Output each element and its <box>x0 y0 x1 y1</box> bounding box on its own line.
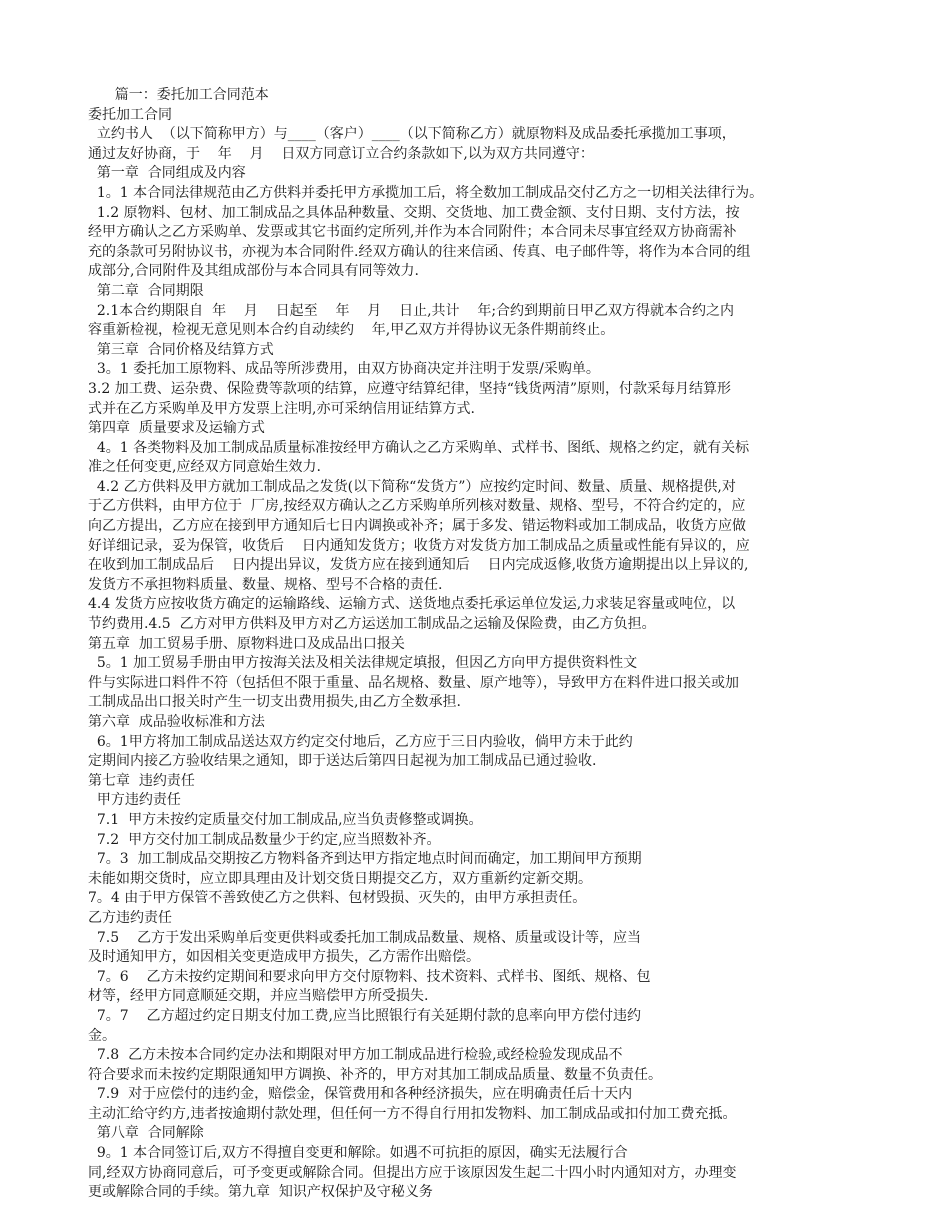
text-line: 节约费用.4.5 乙方对甲方供料及甲方对乙方运送加工制成品之运输及保险费，由乙方负担。 <box>88 616 656 633</box>
text-line: 充的条款可另附协议书，亦视为本合同附件.经双方确认的往来信函、传真、电子邮件等，将作为本合同的组 <box>88 243 751 260</box>
text-line: 发货方不承担物料质量、数量、规格、型号不合格的责任. <box>88 576 443 593</box>
text-line: 4.4 发货方应按收货方确定的运输路线、运输方式、送货地点委托承运单位发运,力求装足容量或吨位，以 <box>88 596 736 613</box>
text-line: 甲方违约责任 <box>88 792 181 809</box>
text-line: 1.2 原物料、包材、加工制成品之具体品种数量、交期、交货地、加工费金额、支付日期、支付方法，按 <box>88 204 740 221</box>
text-line: 更或解除合同的手续。第九章 知识产权保护及守秘义务 <box>88 1184 433 1201</box>
text-line: 乙方违约责任 <box>88 909 172 926</box>
text-line: 经甲方确认之乙方采购单、发票或其它书面约定所列,并作为本合同附件；本合同未尽事宜经双方协商需补 <box>88 224 737 241</box>
text-line: 定期间内接乙方验收结果之通知，即于送达后第四日起视为加工制成品已通过验收. <box>88 753 597 770</box>
text-line: 第四章 质量要求及运输方式 <box>88 420 265 437</box>
text-line: 好详细记录，妥为保管，收货后 日内通知发货方；收货方对发货方加工制成品之质量或性能有异议的，应 <box>88 537 750 554</box>
text-line: 式并在乙方采购单及甲方发票上注明,亦可采纳信用证结算方式. <box>88 400 475 417</box>
text-line: 立约书人 （以下简称甲方）与____（客户）____（以下简称乙方）就原物料及成品委托承揽加工事项， <box>88 126 736 143</box>
contract-document <box>88 86 888 1203</box>
text-line: 7。3 加工制成品交期按乙方物料备齐到达甲方指定地点时间而确定，加工期间甲方预期 <box>88 851 642 868</box>
text-line: 工制成品出口报关时产生一切支出费用损失,由乙方全数承担. <box>88 694 461 711</box>
text-line: 7.2 甲方交付加工制成品数量少于约定,应当照数补齐。 <box>88 831 441 848</box>
text-line: 第七章 违约责任 <box>88 772 195 789</box>
text-line: 同,经双方协商同意后，可予变更或解除合同。但提出方应于该原因发生起二十四小时内通知对方，办理变 <box>88 1164 737 1181</box>
text-line: 7。6 乙方未按约定期间和要求向甲方交付原物料、技术资料、式样书、图纸、规格、包 <box>88 968 651 985</box>
text-line: 7。7 乙方超过约定日期支付加工费,应当比照银行有关延期付款的息率向甲方偿付违约 <box>88 1007 641 1024</box>
text-line: 件与实际进口料件不符（包括但不限于重量、品名规格、数量、原产地等），导致甲方在料件进口报关或加 <box>88 674 739 691</box>
document-title: 篇一：委托加工合同范本 <box>88 87 269 103</box>
text-line: 于乙方供料，由甲方位于 厂房,按经双方确认之乙方采购单所列核对数量、规格、型号，不符合约定的，应 <box>88 498 746 515</box>
text-line: 向乙方提出，乙方应在接到甲方通知后七日内调换或补齐；属于多发、错运物料或加工制成品，收货方应做 <box>88 518 746 535</box>
text-line: 符合要求而未按约定期限通知甲方调换、补齐的，甲方对其加工制成品质量、数量不负责任。 <box>88 1066 662 1083</box>
text-line: 容重新检视，检视无意见则本合约自动续约 年,甲乙双方并得协议无条件期前终止。 <box>88 322 615 339</box>
text-line: 第五章 加工贸易手册、原物料进口及成品出口报关 <box>88 635 405 652</box>
text-line: 4.2 乙方供料及甲方就加工制成品之发货(以下简称“发货方”）应按约定时间、数量、质量、规格提供,对 <box>88 478 736 495</box>
text-line: 第一章 合同组成及内容 <box>88 165 246 182</box>
text-line: 第六章 成品验收标准和方法 <box>88 714 265 730</box>
text-line: 通过友好协商，于 年 月 日双方同意订立合约条款如下,以为双方共同遵守： <box>88 145 594 162</box>
text-line: 5。1 加工贸易手册由甲方按海关法及相关法律规定填报，但因乙方向甲方提供资料性文 <box>88 655 638 672</box>
text-line: 3。1 委托加工原物料、成品等所涉费用，由双方协商决定并注明于发票/采购单。 <box>88 361 600 378</box>
text-line: 1。1 本合同法律规范由乙方供料并委托甲方承揽加工后，将全数加工制成品交付乙方之一切相关法律行为。 <box>88 184 764 201</box>
text-line: 7.1 甲方未按约定质量交付加工制成品,应当负责修整或调换。 <box>88 811 483 828</box>
text-line: 主动汇给守约方,违者按逾期付款处理，但任何一方不得自行用扣发物料、加工制成品或扣付加工费充抵。 <box>88 1105 737 1122</box>
text-line: 2.1本合约期限自 年 月 日起至 年 月 日止,共计 年;合约到期前日甲乙双方得就本合约之内 <box>88 302 735 319</box>
text-line: 金。 <box>88 1027 116 1044</box>
text-line: 委托加工合同 <box>88 106 172 123</box>
text-line: 成部分,合同附件及其组成部份与本合同具有同等效力. <box>88 263 419 280</box>
text-line: 材等，经甲方同意顺延交期，并应当赔偿甲方所受损失. <box>88 988 429 1005</box>
text-line: 9。1 本合同签订后,双方不得擅自变更和解除。如遇不可抗拒的原因，确实无法履行合 <box>88 1145 628 1162</box>
text-line: 3.2 加工费、运杂费、保险费等款项的结算，应遵守结算纪律，坚持“钱货两清”原则，付款采每月结算形 <box>88 380 732 397</box>
text-line: 7.8 乙方未按本合同约定办法和期限对甲方加工制成品进行检验,或经检验发现成品不 <box>88 1047 623 1064</box>
text-line: 7.5 乙方于发出采购单后变更供料或委托加工制成品数量、规格、质量或设计等，应当 <box>88 929 641 946</box>
text-line: 在收到加工制成品后 日内提出异议，发货方应在接到通知后 日内完成返修,收货方逾期提出以上异议的, <box>88 557 749 574</box>
text-line: 6。1甲方将加工制成品送达双方约定交付地后，乙方应于三日内验收，倘甲方未于此约 <box>88 733 633 750</box>
text-line: 7.9 对于应偿付的违约金，赔偿金，保管费用和各种经济损失，应在明确责任后十天内 <box>88 1086 633 1103</box>
text-line: 未能如期交货时，应立即具理由及计划交货日期提交乙方，双方重新约定新交期。 <box>88 870 592 887</box>
text-line: 7。4 由于甲方保管不善致使乙方之供料、包材毁损、灭失的，由甲方承担责任。 <box>88 890 587 907</box>
text-line: 第二章 合同期限 <box>88 282 204 299</box>
text-line: 第三章 合同价格及结算方式 <box>88 341 274 358</box>
text-line: 及时通知甲方，如因相关变更造成甲方损失，乙方需作出赔偿。 <box>88 949 480 966</box>
text-line: 4。1 各类物料及加工制成品质量标准按经甲方确认之乙方采购单、式样书、图纸、规格之约定，就有关标 <box>88 439 750 456</box>
text-line: 准之任何变更,应经双方同意始生效力. <box>88 459 321 476</box>
text-line: 第八章 合同解除 <box>88 1125 204 1142</box>
